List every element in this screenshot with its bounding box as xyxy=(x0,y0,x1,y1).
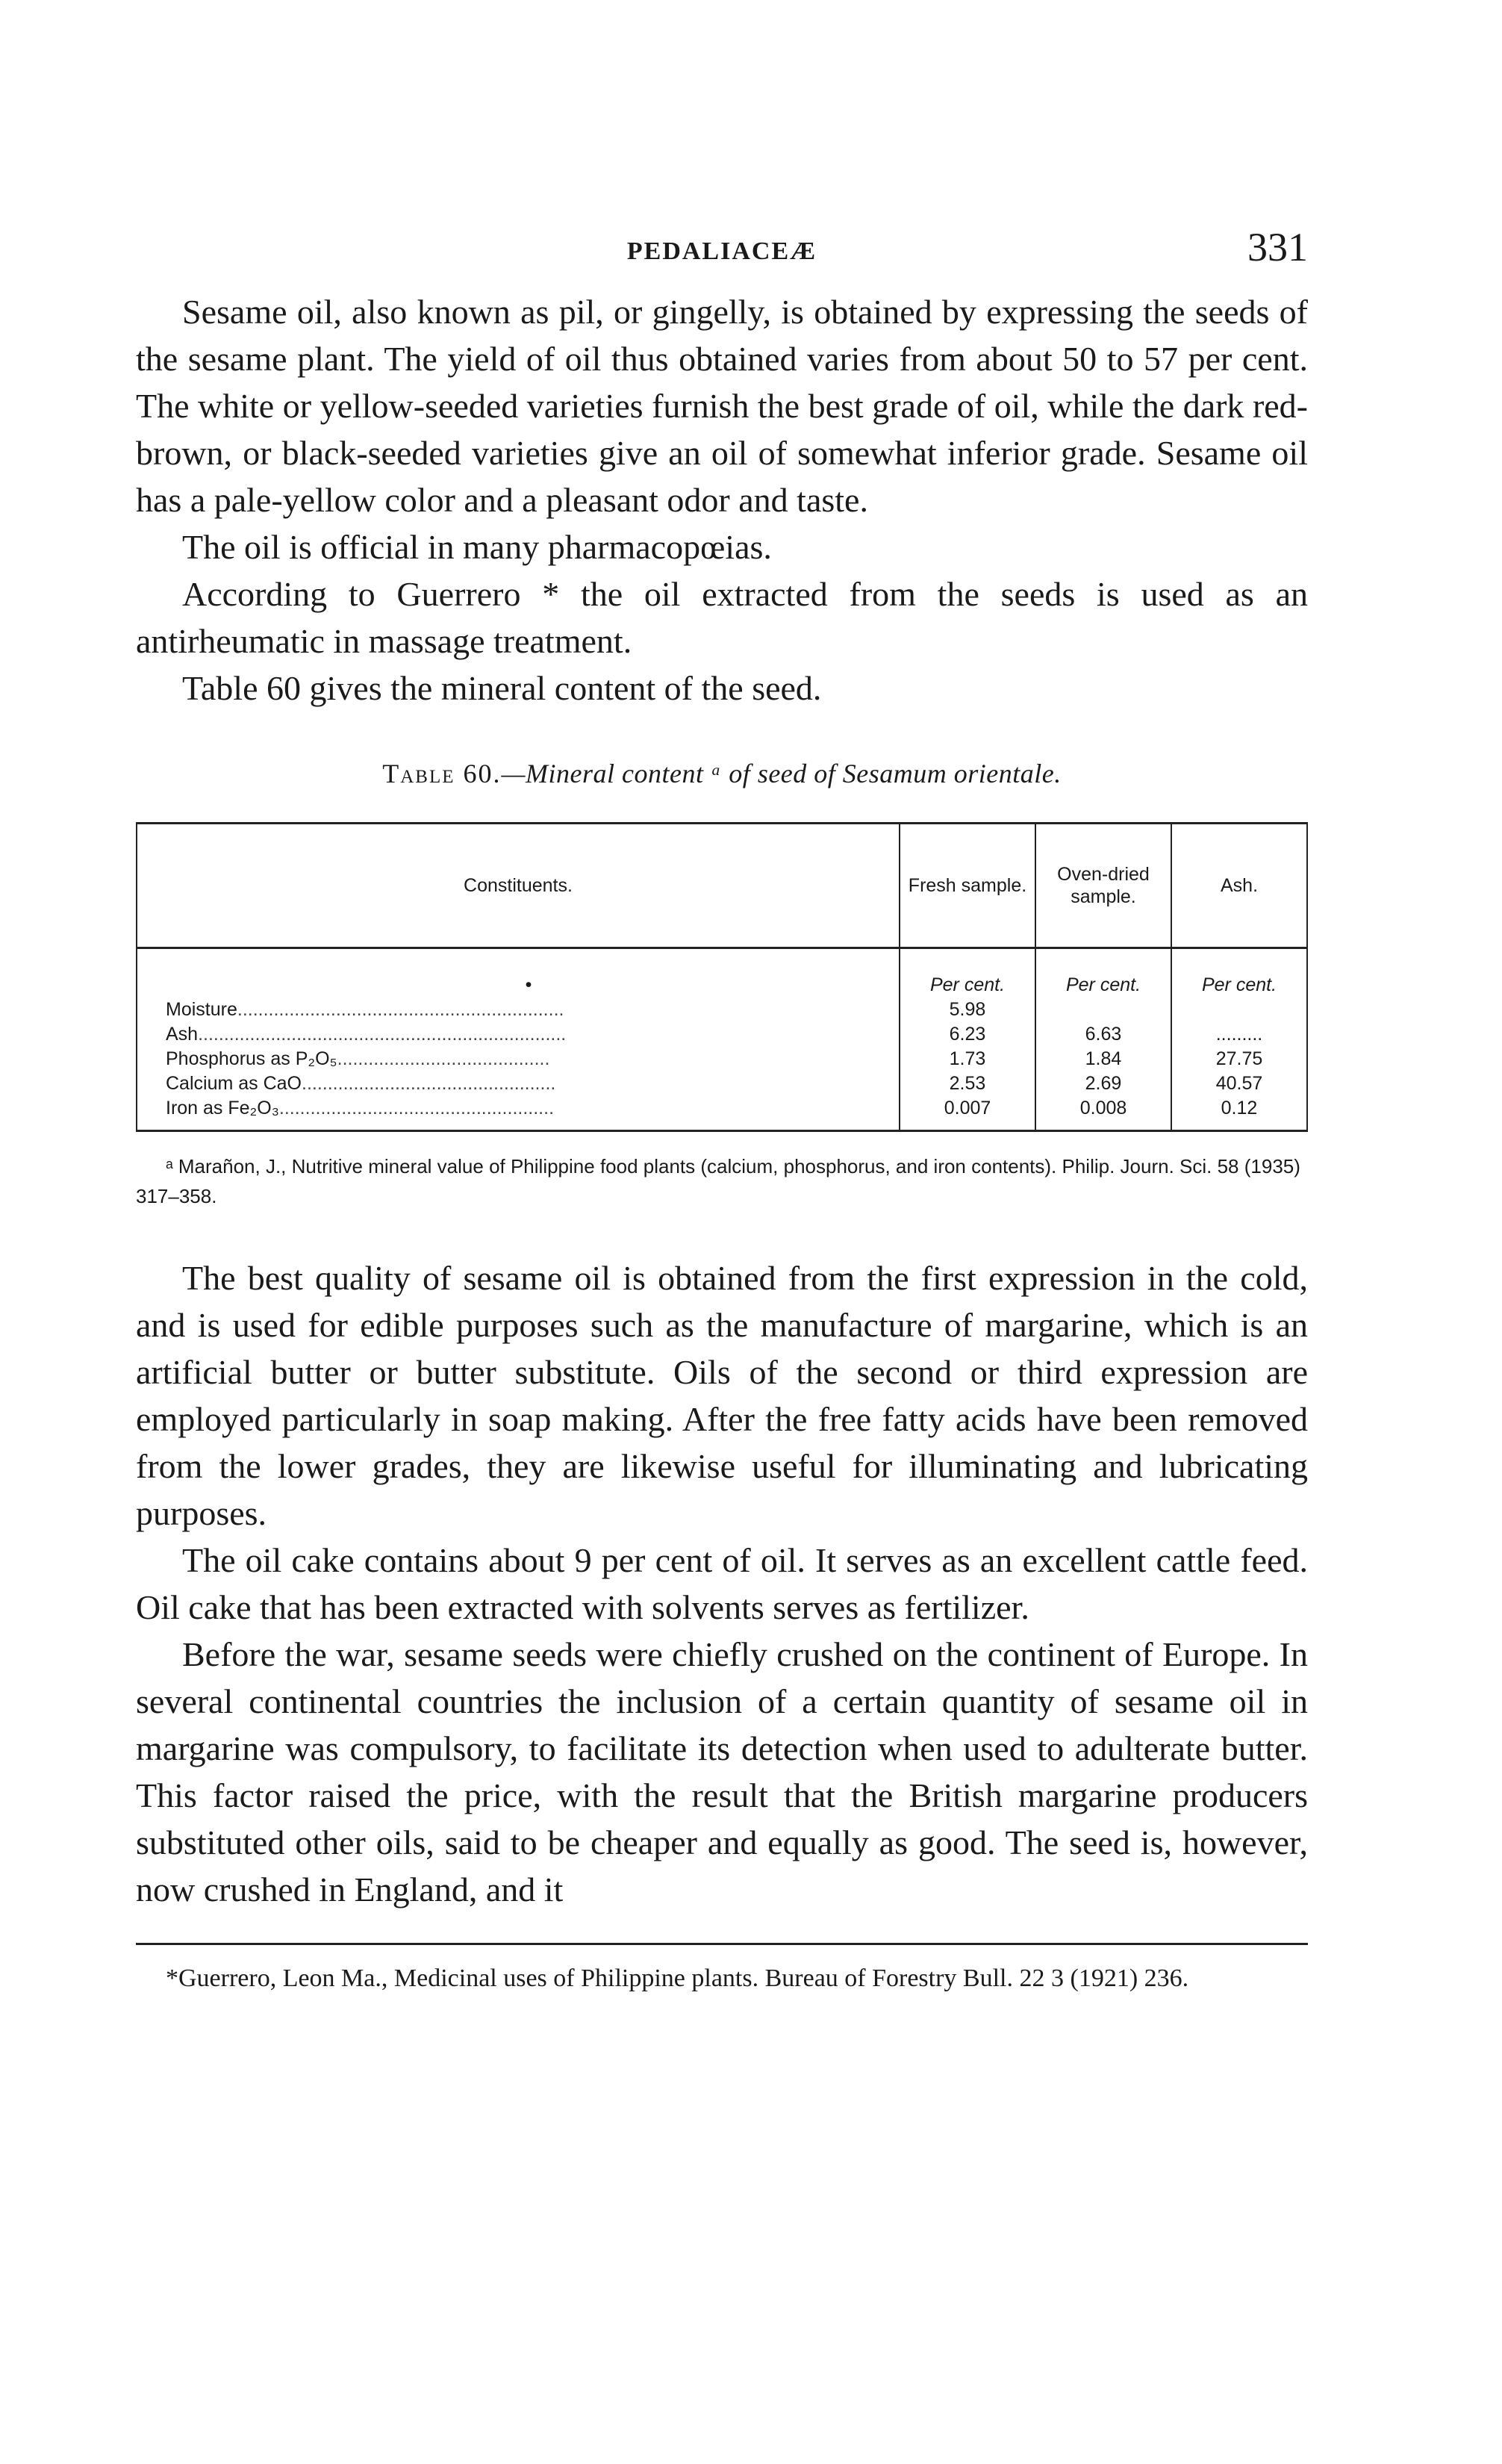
row-label: Phosphorus as P₂O₅......................................... xyxy=(137,1047,900,1071)
cell-fresh: 5.98 xyxy=(900,998,1035,1022)
row-label: Moisture............................................................... xyxy=(137,998,900,1022)
header-constituents: Constituents. xyxy=(137,824,900,948)
cell-ash: 27.75 xyxy=(1171,1047,1307,1071)
header-ash: Ash. xyxy=(1171,824,1307,948)
paragraph: The oil is official in many pharmacopœias. xyxy=(182,528,772,566)
intro-text xyxy=(136,288,1308,712)
cell-oven: 0.008 xyxy=(1035,1096,1171,1131)
table-row xyxy=(137,1047,1307,1071)
running-head xyxy=(136,224,1308,284)
cell-fresh: 1.73 xyxy=(900,1047,1035,1071)
cell-fresh: 2.53 xyxy=(900,1071,1035,1096)
page-number: 331 xyxy=(1247,225,1308,270)
footnote: *Guerrero, Leon Ma., Medicinal uses of Philippine plants. Bureau of Forestry Bull. 22 3 (1921) 236. xyxy=(166,1964,1189,1992)
table-row xyxy=(137,1096,1307,1131)
row-label: Ash....................................................................... xyxy=(137,1022,900,1047)
cell-ash: 40.57 xyxy=(1171,1071,1307,1096)
table-row xyxy=(137,1022,1307,1047)
units-marker: • xyxy=(137,948,900,998)
table-caption-prefix: Table 60. xyxy=(382,759,502,788)
paragraph: The best quality of sesame oil is obtained from the first expression in the cold, and is used for edible purposes such as the manufacture of margarine, which is an artificial butter or butter substitute. Oils of the second or third expression are employed particularly in soap making. After the free fatty acids have been removed from the lower grades, they are likewise useful for illuminating and lubricating purposes. xyxy=(136,1259,1308,1532)
cell-oven: 2.69 xyxy=(1035,1071,1171,1096)
row-label: Calcium as CaO................................................. xyxy=(137,1071,900,1096)
header-oven-dried: Oven-dried sample. xyxy=(1035,824,1171,948)
table-header-row xyxy=(137,824,1307,948)
paragraph: Table 60 gives the mineral content of the seed. xyxy=(182,669,822,707)
units-row xyxy=(137,948,1307,998)
cell-fresh: 6.23 xyxy=(900,1022,1035,1047)
cell-fresh: 0.007 xyxy=(900,1096,1035,1131)
running-title: PEDALIACEÆ xyxy=(626,237,817,265)
cell-ash: 0.12 xyxy=(1171,1096,1307,1131)
cell-ash xyxy=(1171,998,1307,1022)
paragraph: Before the war, sesame seeds were chiefly crushed on the continent of Europe. In several continental countries the inclusion of a certain quantity of sesame oil in margarine was compulsory, to facilitate its detection when used to adulterate butter. This factor raised the price, with the result that the British margarine producers substituted other oils, said to be cheaper and equally as good. The seed is, however, now crushed in England, and it xyxy=(136,1635,1308,1908)
footnote-rule xyxy=(136,1943,1308,1945)
row-label: Iron as Fe₂O₃..................................................... xyxy=(137,1096,900,1131)
units-fresh: Per cent. xyxy=(900,948,1035,998)
table-row xyxy=(137,1071,1307,1096)
table-caption-title: —Mineral content ᵃ of seed of Sesamum orientale. xyxy=(501,759,1062,788)
paragraph: According to Guerrero * the oil extracted from the seeds is used as an antirheumatic in massage treatment. xyxy=(136,575,1308,660)
units-ash: Per cent. xyxy=(1171,948,1307,998)
cell-oven xyxy=(1035,998,1171,1022)
cell-ash: ......... xyxy=(1171,1022,1307,1047)
body-text xyxy=(136,1254,1308,1913)
mineral-content-table xyxy=(136,822,1308,1132)
page xyxy=(136,224,1308,1999)
header-fresh: Fresh sample. xyxy=(900,824,1035,948)
table-note: ᵃ Marañon, J., Nutritive mineral value of Philippine food plants (calcium, phosphorus, and iron contents). Philip. Journ. Sci. 58 (1935) 317–358. xyxy=(136,1155,1300,1207)
paragraph: The oil cake contains about 9 per cent of oil. It serves as an excellent cattle feed. Oil cake that has been extracted with solvents serves as fertilizer. xyxy=(136,1541,1308,1626)
table-caption xyxy=(136,758,1308,789)
units-oven: Per cent. xyxy=(1035,948,1171,998)
cell-oven: 6.63 xyxy=(1035,1022,1171,1047)
cell-oven: 1.84 xyxy=(1035,1047,1171,1071)
paragraph: Sesame oil, also known as pil, or gingelly, is obtained by expressing the seeds of the sesame plant. The yield of oil thus obtained varies from about 50 to 57 per cent. The white or yellow-seeded varieties furnish the best grade of oil, while the dark red-brown, or black-seeded varieties give an oil of somewhat inferior grade. Sesame oil has a pale-yellow color and a pleasant odor and taste. xyxy=(136,293,1308,519)
table-row xyxy=(137,998,1307,1022)
